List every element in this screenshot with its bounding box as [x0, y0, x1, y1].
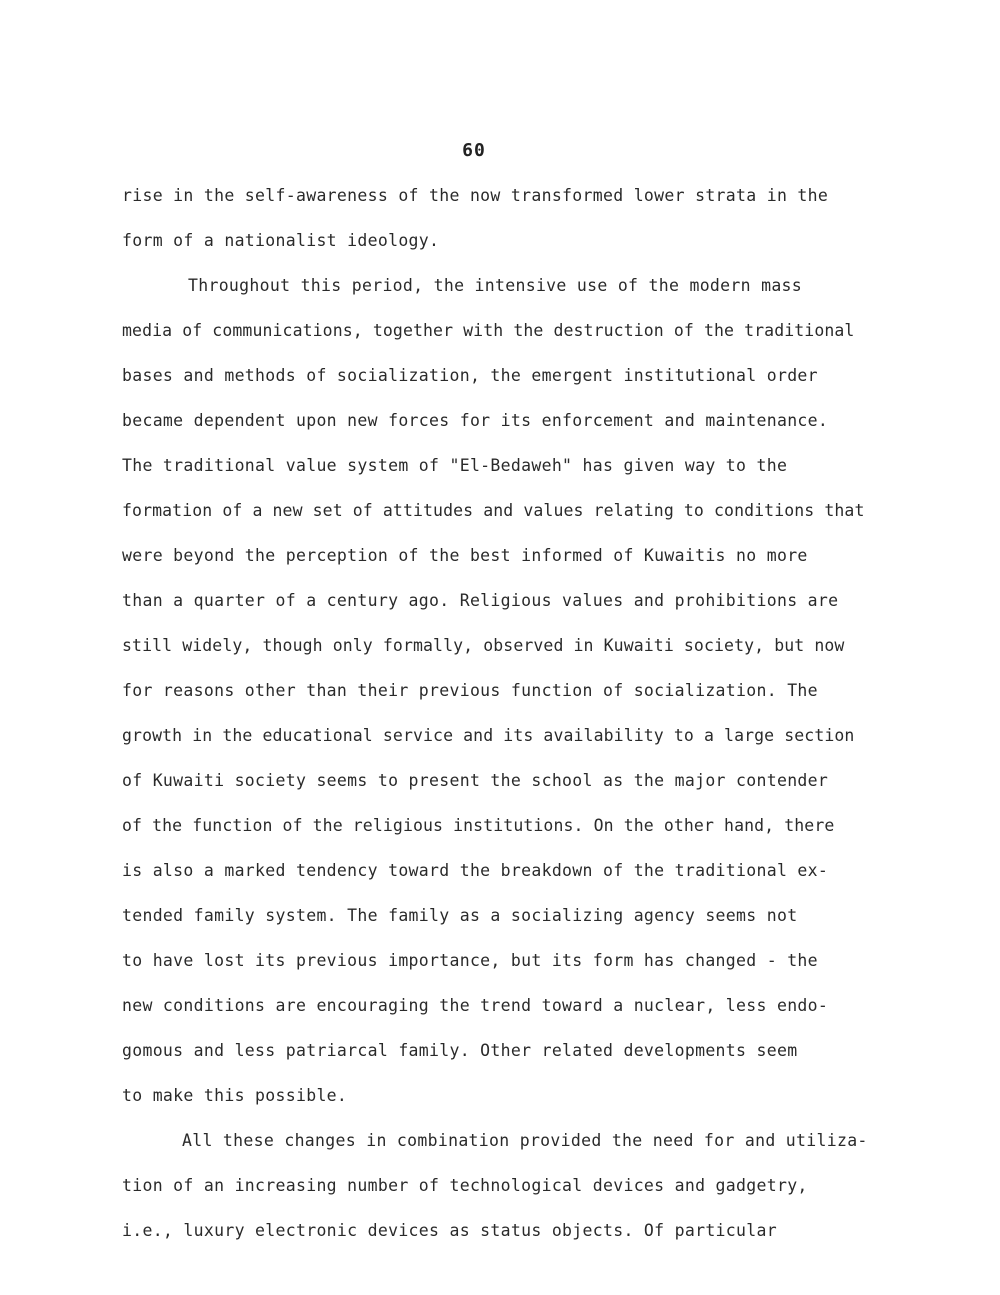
text-line: All these changes in combination provided the need for and utiliza-	[182, 1131, 868, 1150]
text-line: bases and methods of socialization, the emergent institutional order	[122, 366, 818, 385]
text-line: The traditional value system of "El-Bedaweh" has given way to the	[122, 456, 788, 475]
text-line: is also a marked tendency toward the breakdown of the traditional ex-	[122, 861, 829, 880]
text-line: to make this possible.	[122, 1086, 348, 1105]
text-line: new conditions are encouraging the trend toward a nuclear, less endo-	[122, 996, 829, 1015]
text-line: were beyond the perception of the best informed of Kuwaitis no more	[122, 546, 808, 565]
page-number: 60	[462, 140, 486, 161]
text-line: tion of an increasing number of technological devices and gadgetry,	[122, 1176, 808, 1195]
text-line: to have lost its previous importance, but its form has changed - the	[122, 951, 818, 970]
text-line: gomous and less patriarcal family. Other related developments seem	[122, 1041, 798, 1060]
text-line: still widely, though only formally, observed in Kuwaiti society, but now	[122, 636, 845, 655]
text-line: of the function of the religious institutions. On the other hand, there	[122, 816, 835, 835]
text-line: media of communications, together with the destruction of the traditional	[122, 321, 855, 340]
text-line: growth in the educational service and its availability to a large section	[122, 726, 855, 745]
text-line: form of a nationalist ideology.	[122, 231, 440, 250]
text-line: of Kuwaiti society seems to present the school as the major contender	[122, 771, 829, 790]
text-line: than a quarter of a century ago. Religious values and prohibitions are	[122, 591, 839, 610]
text-line: i.e., luxury electronic devices as status objects. Of particular	[122, 1221, 777, 1240]
text-line: for reasons other than their previous function of socialization. The	[122, 681, 818, 700]
text-line: Throughout this period, the intensive use of the modern mass	[188, 276, 803, 295]
text-line: formation of a new set of attitudes and values relating to conditions that	[122, 501, 865, 520]
text-line: tended family system. The family as a socializing agency seems not	[122, 906, 798, 925]
text-line: became dependent upon new forces for its enforcement and maintenance.	[122, 411, 829, 430]
text-line: rise in the self-awareness of the now transformed lower strata in the	[122, 186, 829, 205]
